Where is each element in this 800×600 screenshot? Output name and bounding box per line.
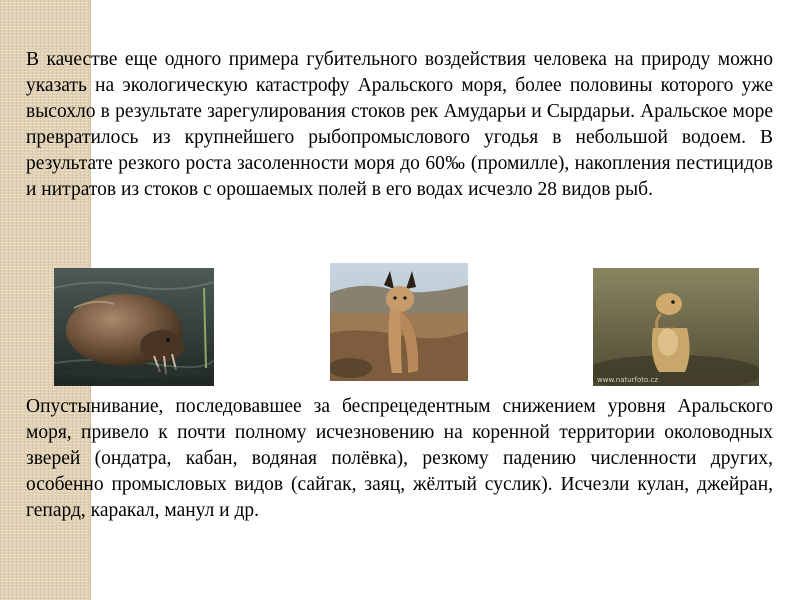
intro-paragraph: В качестве еще одного примера губительного воздействия человека на природу можно указать на экологическую катастрофу Аральского моря, более половины которого уже высохло в результате зарегулирования стоков рек Амударьи и Сырдарьи. Аральское море превратилось из крупнейшего рыбопромыслового угодья в небольшой водоем. В результате резкого роста засоленности моря до 60‰ (промилле), накопления пестицидов и нитратов из стоков с орошаемых полей в его водах исчезло 28 видов рыб. <box>26 49 773 200</box>
muskrat-photo <box>54 268 214 386</box>
desertification-paragraph: Опустынивание, последовавшее за беспрецедентным снижением уровня Аральского моря, привело к почти полному исчезновению на коренной территории околоводных зверей (ондатра, кабан, водяная полёвка), резкому падению численности других, особенно промысловых видов (сайгак, заяц, жёлтый суслик). Исчезли кулан, джейран, гепард, каракал, манул и др. <box>26 396 773 521</box>
photo-watermark: www.naturfoto.cz <box>597 376 658 384</box>
souslik-photo <box>593 268 759 386</box>
caracal-photo <box>330 263 468 381</box>
